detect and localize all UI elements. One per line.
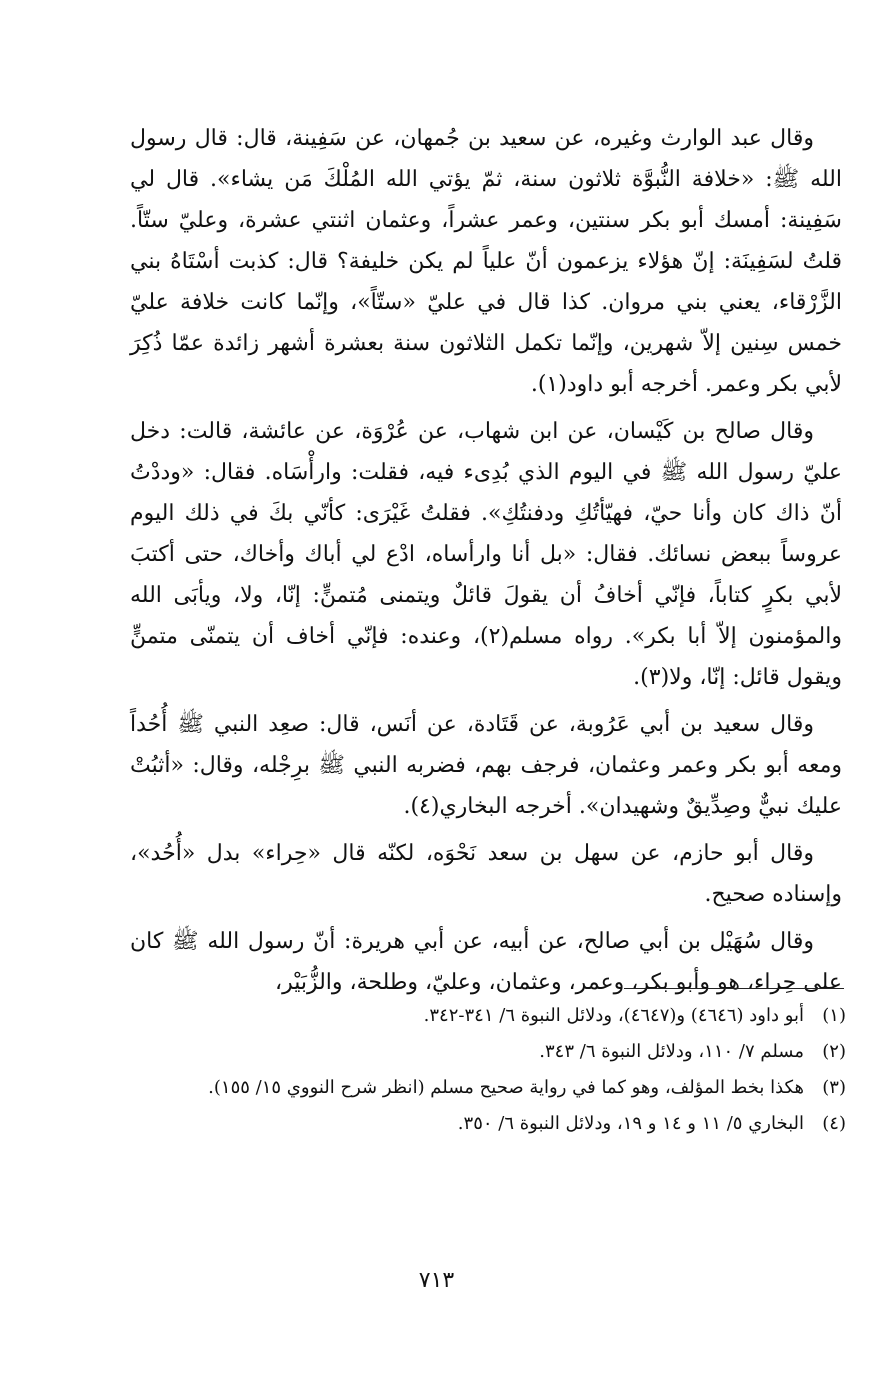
footnote-text: هكذا بخط المؤلف، وهو كما في رواية صحيح مسلم (انظر شرح النووي ١٥/ ١٥٥). xyxy=(208,1077,804,1098)
main-text xyxy=(130,118,842,1003)
paragraph-4: وقال أبو حازم، عن سهل بن سعد نَحْوَه، لكنّه قال «حِراء» بدل «أُحُد»، وإسناده صحيح. xyxy=(130,841,842,907)
footnote-3 xyxy=(130,1072,846,1104)
paragraph-5: وقال سُهَيْل بن أبي صالح، عن أبيه، عن أبي هريرة: أنّ رسول الله ﷺ كان على حِراء، هو وأبو بكر، وعمر، وعثمان، وعليّ، وطلحة، والزُّبَيْر، xyxy=(130,929,842,995)
page-number: ٧١٣ xyxy=(418,1268,455,1293)
footnote-1 xyxy=(130,1000,846,1032)
footnote-text: البخاري ٥/ ١١ و ١٤ و ١٩، ودلائل النبوة ٦/ ٣٥٠. xyxy=(457,1113,804,1134)
footnote-number: (٤) xyxy=(822,1113,846,1134)
paragraph-1: وقال عبد الوارث وغيره، عن سعيد بن جُمهان، عن سَفِينة، قال: قال رسول الله ﷺ: «خلافة النُّبوَّة ثلاثون سنة، ثمّ يؤتي الله المُلْكَ مَن يشاء». قال لي سَفِينة: أمسك أبو بكر سنتين، وعمر عشراً، وعثمان اثنتي عشرة، وعليّ ستّاً. قلتُ لسَفِينَة: إنّ هؤلاء يزعمون أنّ علياً لم يكن خليفة؟ قال: كذبت أسْتَاهُ بني الزَّرْقاء، يعني بني مروان. كذا قال في عليّ «ستّاً»، وإنّما كانت خلافة عليّ خمس سِنين إلاّ شهرين، وإنّما تكمل الثلاثون سنة بعشرة أشهر زائدة عمّا ذُكِرَ لأبي بكر وعمر. أخرجه أبو داود(١). xyxy=(130,126,842,397)
footnote-text: مسلم ٧/ ١١٠، ودلائل النبوة ٦/ ٣٤٣. xyxy=(539,1041,804,1062)
footnote-number: (١) xyxy=(822,1005,846,1026)
footnote-2 xyxy=(130,1036,846,1068)
footnote-4 xyxy=(130,1108,846,1140)
footnote-number: (٢) xyxy=(822,1041,846,1062)
footnote-divider xyxy=(624,988,844,989)
footnote-text: أبو داود (٤٦٤٦) و(٤٦٤٧)، ودلائل النبوة ٦/ ٣٤١-٣٤٢. xyxy=(423,1005,804,1026)
paragraph-3: وقال سعيد بن أبي عَرُوبة، عن قَتَادة، عن أنَس، قال: صعِد النبي ﷺ أُحُداً ومعه أبو بكر وعمر وعثمان، فرجف بهم، فضربه النبي ﷺ برِجْله، وقال: «أثبُتْ عليك نبيٌّ وصِدِّيقٌ وشهيدان». أخرجه البخاري(٤). xyxy=(130,712,842,819)
footnote-number: (٣) xyxy=(822,1077,846,1098)
footnotes xyxy=(130,1000,846,1140)
paragraph-2: وقال صالح بن كَيْسان، عن ابن شهاب، عن عُرْوَة، عن عائشة، قالت: دخل عليّ رسول الله ﷺ في اليوم الذي بُدِىء فيه، فقلت: وارأْسَاه. فقال: «وددْتُ أنّ ذاك كان وأنا حيّ، فهيّأتُكِ ودفنتُكِ». فقلتُ غَيْرَى: كأنّي بكَ في ذلك اليوم عروساً ببعض نسائك. فقال: «بل أنا وارأساه، ادْع لي أباك وأخاك، حتى أكتبَ لأبي بكرٍ كتاباً، فإنّي أخافُ أن يقولَ قائلٌ ويتمنى مُتمنٍّ: إنّا، ولا، ويأبَى الله والمؤمنون إلاّ أبا بكر». رواه مسلم(٢)، وعنده: فإنّي أخاف أن يتمنّى متمنٍّ ويقول قائل: إنّا، ولا(٣). xyxy=(130,419,842,690)
